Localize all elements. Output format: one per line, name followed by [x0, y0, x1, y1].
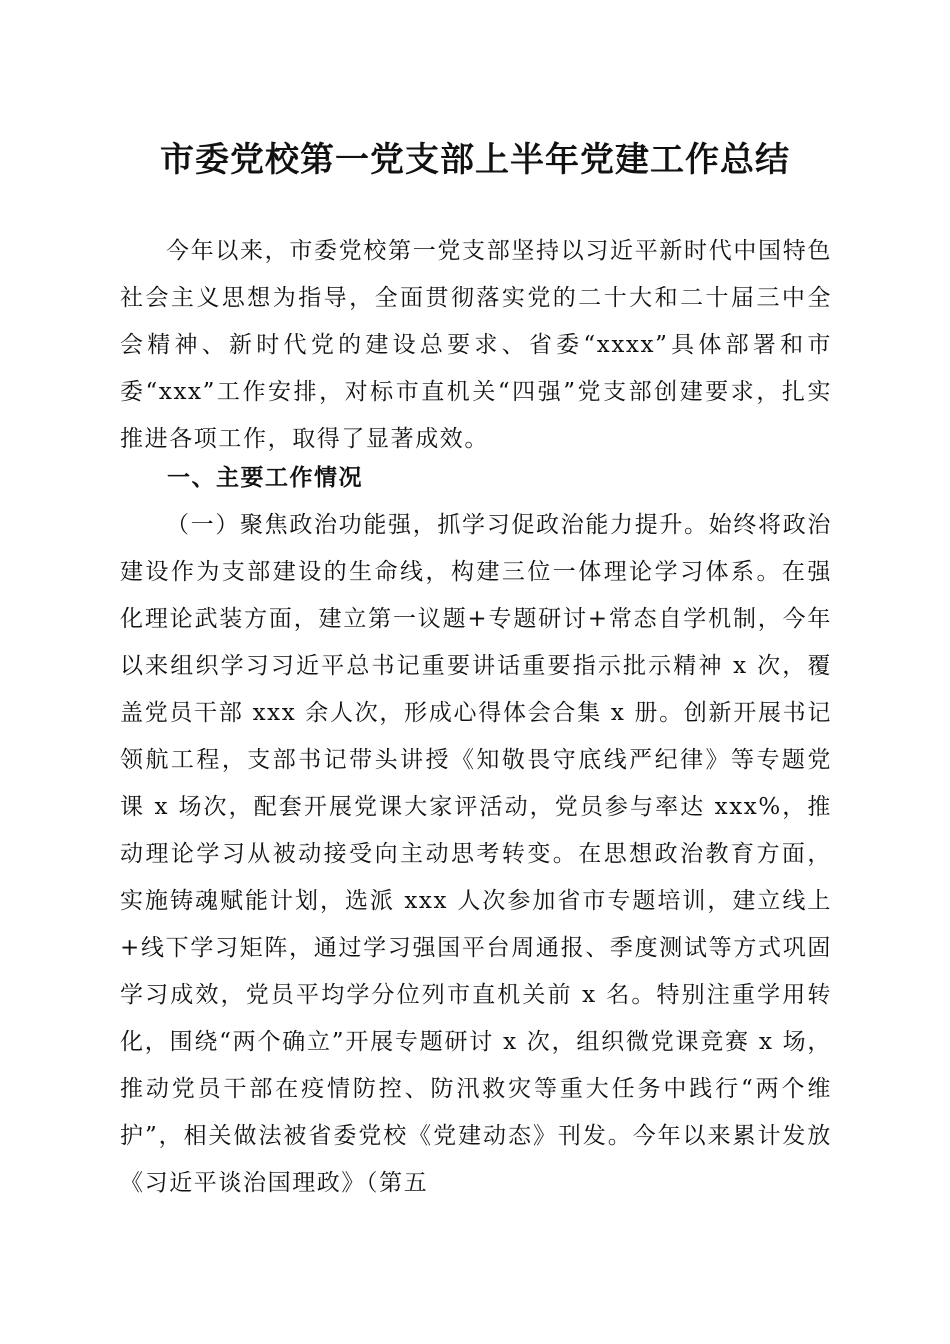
subsection-body-political: 始终将政治建设作为支部建设的生命线，构建三位一体理论学习体系。在强化理论武装方面，建立第一议题+专题研讨+常态自学机制，今年以来组织学习习近平总书记重要讲话重要指示批示精神 x 次，覆盖党员干部 xxx 余人次，形成心得体会合集 x 册。创新开展书记领航工程，支部书记带头讲授《知敬畏守底线严纪律》等专题党课 x 场次，配套开展党课大家评活动，党员参与率达 xxx%，推动理论学习从被动接受向主动思考转变。在思想政治教育方面，实施铸魂赋能计划，选派 xxx 人次参加省市专题培训，建立线上+线下学习矩阵，通过学习强国平台周通报、季度测试等方式巩固学习成效，党员平均学分位列市直机关前 x 名。特别注重学用转化，围绕“两个确立”开展专题研讨 x 次，组织微党课竞赛 x 场，推动党员干部在疫情防控、防汛救灾等重大任务中践行“两个维护”，相关做法被省委党校《党建动态》刊发。今年以来累计发放《习近平谈治国理政》（第五 — [120, 512, 833, 1196]
subsection-paragraph-political — [120, 502, 832, 1207]
subsection-heading-political: （一）聚焦政治功能强，抓学习促政治能力提升。 — [166, 512, 709, 538]
section-heading-main-work: 一、主要工作情况 — [167, 465, 363, 491]
intro-paragraph: 今年以来，市委党校第一党支部坚持以习近平新时代中国特色社会主义思想为指导，全面贯彻落实党的二十大和二十届三中全会精神、新时代党的建设总要求、省委“xxxx”具体部署和市委“xxx”工作安排，对标市直机关“四强”党支部创建要求，扎实推进各项工作，取得了显著成效。 — [120, 238, 832, 452]
document-title: 市委党校第一党支部上半年党建工作总结 — [160, 140, 790, 180]
